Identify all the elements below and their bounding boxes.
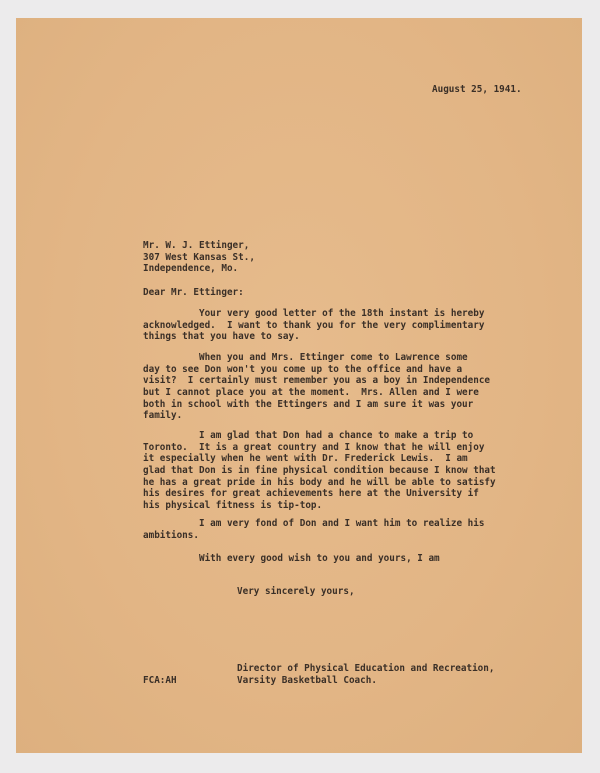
address-line: Mr. W. J. Ettinger, [143,240,250,251]
typist-initials: FCA:AH [143,675,177,686]
signature-title [237,663,494,686]
salutation: Dear Mr. Ettinger: [143,287,244,298]
paragraph-1 [143,308,484,343]
body-line: I am very fond of Don and I want him to realize his [143,518,485,529]
body-line: his desires for great achievements here at the University if [143,488,479,500]
body-line: ambitions. [143,529,199,541]
paragraph-4 [143,518,484,541]
recipient-address [143,240,255,275]
body-line: it especially when he went with Dr. Frederick Lewis. I am [143,453,468,465]
body-line: With every good wish to you and yours, I am [143,553,440,564]
body-line: Your very good letter of the 18th instant is hereby [143,308,485,319]
body-line: he has a great pride in his body and he will be able to satisfy [143,476,496,488]
paragraph-5 [143,553,440,565]
paragraph-2 [143,352,490,422]
body-line: Toronto. It is a great country and I know that he will enjoy [143,441,485,453]
body-line: acknowledged. I want to thank you for the very complimentary [143,319,485,331]
closing: Very sincerely yours, [237,586,355,597]
body-line: his physical fitness is tip-top. [143,500,323,512]
address-line: 307 West Kansas St., [143,251,255,263]
signature-line: Varsity Basketball Coach. [237,674,377,686]
body-line: family. [143,410,183,422]
body-line: I am glad that Don had a chance to make a trip to [143,430,474,441]
signature-line: Director of Physical Education and Recreation, [237,663,495,674]
body-line: When you and Mrs. Ettinger come to Lawrence some [143,352,468,363]
body-line: but I cannot place you at the moment. Mrs. Allen and I were [143,387,479,399]
body-line: visit? I certainly must remember you as a boy in Independence [143,375,491,387]
body-line: both in school with the Ettingers and I am sure it was your [143,398,474,410]
paragraph-3 [143,430,496,512]
letter-date: August 25, 1941. [432,84,522,95]
body-line: things that you have to say. [143,331,300,343]
body-line: day to see Don won't you come up to the office and have a [143,363,463,375]
address-line: Independence, Mo. [143,263,239,275]
body-line: glad that Don is in fine physical condition because I know that [143,465,496,477]
